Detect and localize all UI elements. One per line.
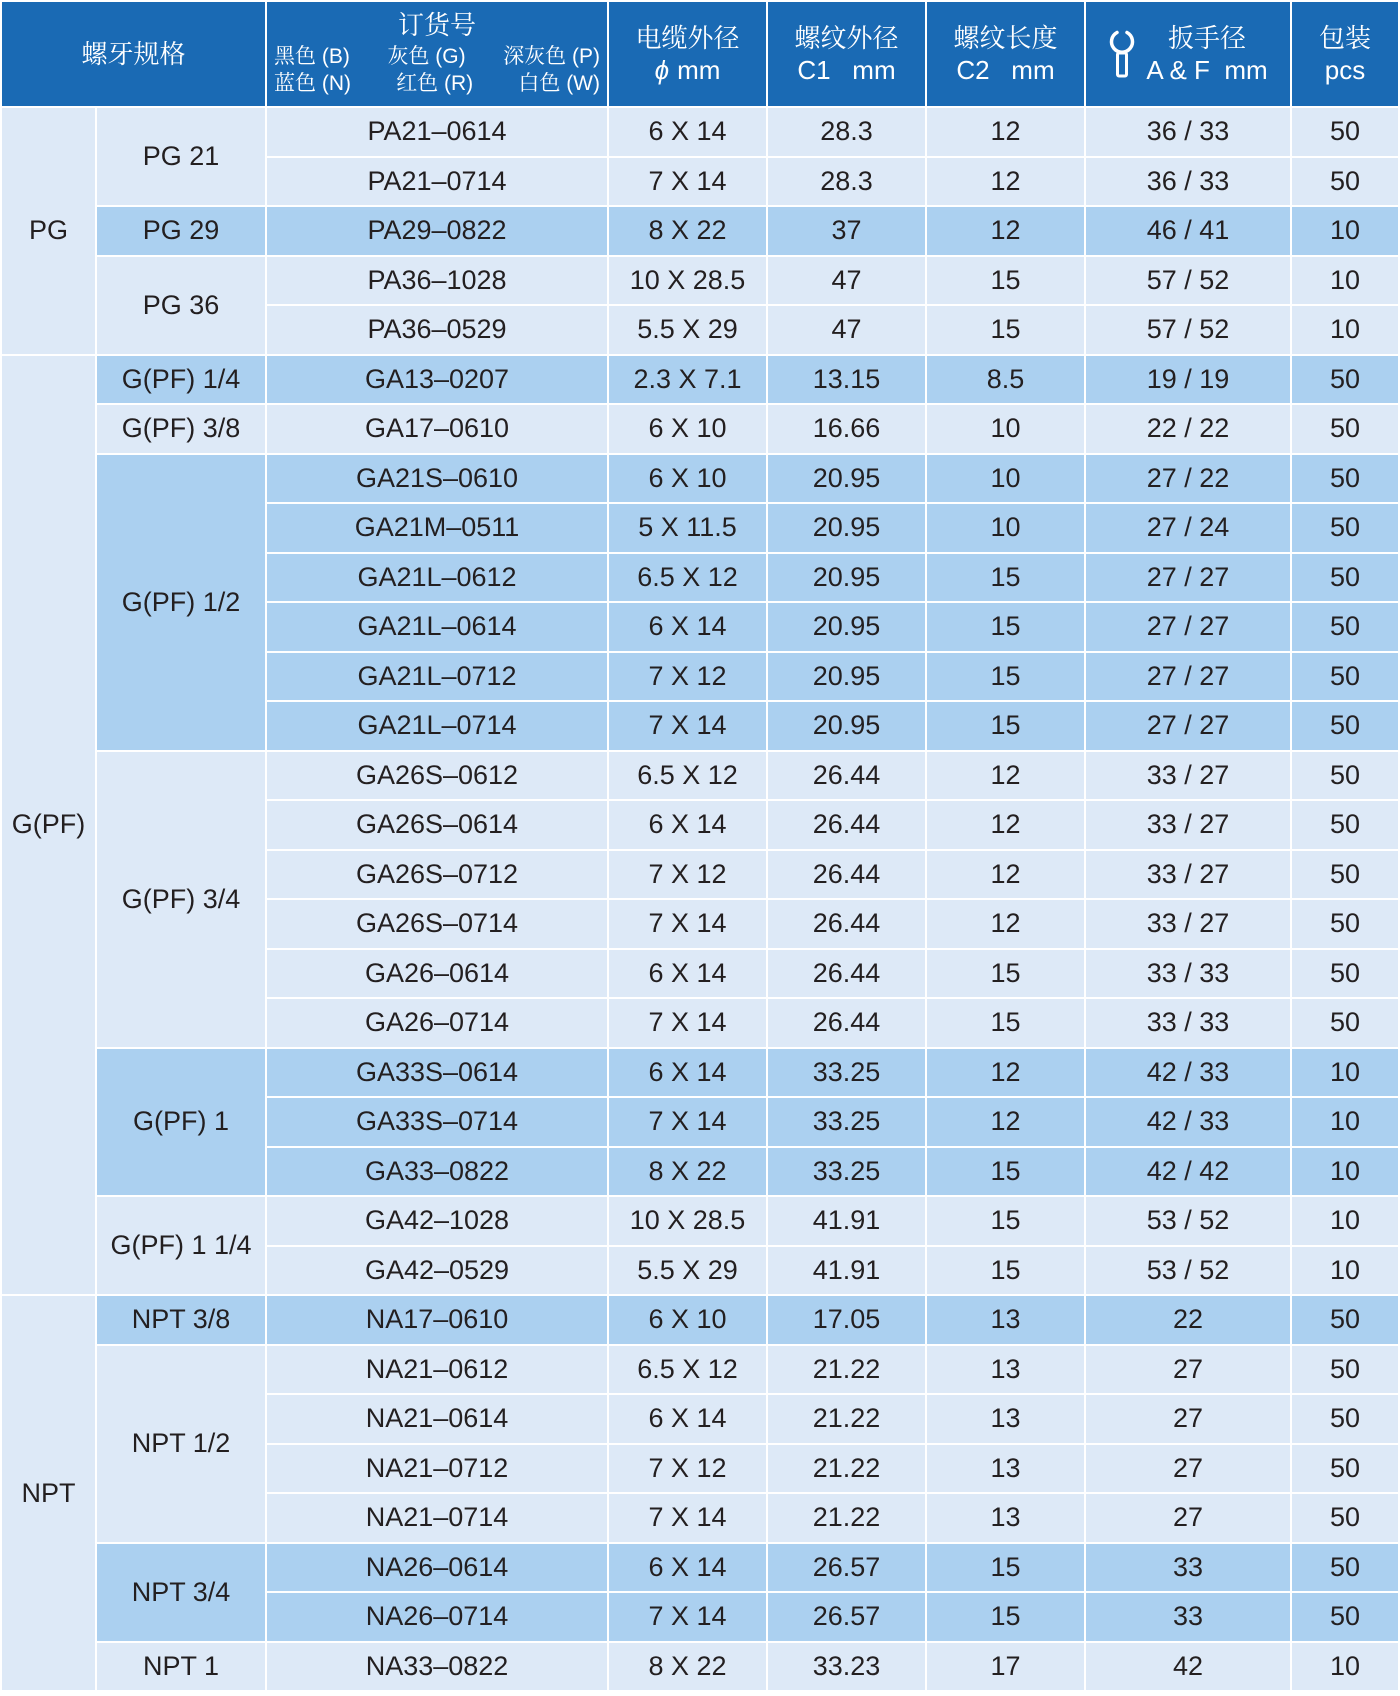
order-no-cell: PA21–0714 bbox=[267, 158, 607, 206]
wrench-size-cell: 27 / 27 bbox=[1086, 653, 1290, 701]
table-row bbox=[2, 752, 1398, 800]
thread-length-cell: 15 bbox=[927, 603, 1084, 651]
cable-od-cell: 2.3 X 7.1 bbox=[609, 356, 766, 404]
thread-size-cell: NPT 3/8 bbox=[97, 1296, 265, 1344]
thread-od-cell: 20.95 bbox=[768, 702, 925, 750]
packing-cell: 50 bbox=[1292, 851, 1398, 899]
thread-od-cell: 17.05 bbox=[768, 1296, 925, 1344]
table-row bbox=[2, 1049, 1398, 1097]
cable-od-cell: 10 X 28.5 bbox=[609, 257, 766, 305]
thread-size-cell: G(PF) 1/4 bbox=[97, 356, 265, 404]
packing-cell: 50 bbox=[1292, 356, 1398, 404]
thread-od-cell: 41.91 bbox=[768, 1197, 925, 1245]
packing-cell: 10 bbox=[1292, 1049, 1398, 1097]
wrench-size-cell: 22 bbox=[1086, 1296, 1290, 1344]
cable-od-cell: 8 X 22 bbox=[609, 1643, 766, 1691]
diameter-symbol: ϕ bbox=[654, 55, 670, 85]
cable-od-cell: 6 X 14 bbox=[609, 950, 766, 998]
thread-od-cell: 26.44 bbox=[768, 752, 925, 800]
order-no-cell: NA21–0614 bbox=[267, 1395, 607, 1443]
thread-length-cell: 15 bbox=[927, 1197, 1084, 1245]
wrench-size-cell: 27 bbox=[1086, 1494, 1290, 1542]
thread-length-cell: 13 bbox=[927, 1445, 1084, 1493]
thread-length-cell: 12 bbox=[927, 900, 1084, 948]
order-no-cell: NA21–0612 bbox=[267, 1346, 607, 1394]
wrench-size-cell: 27 / 22 bbox=[1086, 455, 1290, 503]
color-code: 灰色 (G) bbox=[387, 44, 466, 68]
order-no-cell: NA26–0714 bbox=[267, 1593, 607, 1641]
packing-cell: 50 bbox=[1292, 1346, 1398, 1394]
color-codes-line-2 bbox=[267, 70, 607, 97]
wrench-size-cell: 27 / 27 bbox=[1086, 554, 1290, 602]
packing-cell: 50 bbox=[1292, 504, 1398, 552]
cable-od-cell: 6 X 14 bbox=[609, 1544, 766, 1592]
cable-od-cell: 6 X 14 bbox=[609, 801, 766, 849]
order-no-cell: PA36–0529 bbox=[267, 306, 607, 354]
thread-od-cell: 16.66 bbox=[768, 405, 925, 453]
thread-od-cell: 26.57 bbox=[768, 1544, 925, 1592]
thread-length-cell: 15 bbox=[927, 1593, 1084, 1641]
thread-length-cell: 15 bbox=[927, 554, 1084, 602]
wrench-size-cell: 27 bbox=[1086, 1346, 1290, 1394]
order-no-cell: GA26S–0612 bbox=[267, 752, 607, 800]
thread-od-cell: 20.95 bbox=[768, 653, 925, 701]
cable-od-cell: 7 X 14 bbox=[609, 158, 766, 206]
cable-od-unit-line bbox=[609, 54, 766, 87]
thread-od-cell: 33.25 bbox=[768, 1098, 925, 1146]
thread-size-cell: G(PF) 3/8 bbox=[97, 405, 265, 453]
order-no-cell: GA33–0822 bbox=[267, 1148, 607, 1196]
thread-od-cell: 28.3 bbox=[768, 158, 925, 206]
color-code: 深灰色 (P) bbox=[503, 44, 601, 68]
cable-od-cell: 6 X 14 bbox=[609, 1395, 766, 1443]
packing-cell: 50 bbox=[1292, 752, 1398, 800]
cable-od-cell: 7 X 12 bbox=[609, 653, 766, 701]
wrench-size-cell: 42 / 33 bbox=[1086, 1098, 1290, 1146]
packing-cell: 50 bbox=[1292, 1494, 1398, 1542]
thread-od-cell: 41.91 bbox=[768, 1247, 925, 1295]
packing-cell: 10 bbox=[1292, 1098, 1398, 1146]
packing-cell: 50 bbox=[1292, 603, 1398, 651]
thread-od-cell: 20.95 bbox=[768, 603, 925, 651]
thread-length-unit: C2 mm bbox=[956, 55, 1055, 85]
wrench-size-cell: 46 / 41 bbox=[1086, 207, 1290, 255]
table-body bbox=[2, 108, 1398, 1690]
cable-od-cell: 8 X 22 bbox=[609, 207, 766, 255]
wrench-size-cell: 33 / 27 bbox=[1086, 801, 1290, 849]
order-no-cell: GA33S–0614 bbox=[267, 1049, 607, 1097]
header-wrench-size bbox=[1086, 2, 1290, 106]
thread-type-cell: PG bbox=[2, 108, 95, 354]
thread-length-cell: 13 bbox=[927, 1346, 1084, 1394]
table-row bbox=[2, 405, 1398, 453]
wrench-size-cell: 33 / 33 bbox=[1086, 999, 1290, 1047]
cable-od-cell: 7 X 14 bbox=[609, 702, 766, 750]
order-no-cell: GA42–1028 bbox=[267, 1197, 607, 1245]
thread-od-cell: 26.57 bbox=[768, 1593, 925, 1641]
thread-length-cell: 15 bbox=[927, 950, 1084, 998]
thread-length-cell: 12 bbox=[927, 1098, 1084, 1146]
wrench-size-cell: 33 bbox=[1086, 1544, 1290, 1592]
thread-od-cell: 26.44 bbox=[768, 801, 925, 849]
wrench-size-cell: 22 / 22 bbox=[1086, 405, 1290, 453]
packing-cell: 50 bbox=[1292, 999, 1398, 1047]
thread-od-cell: 33.25 bbox=[768, 1049, 925, 1097]
wrench-size-cell: 42 bbox=[1086, 1643, 1290, 1691]
cable-od-cell: 7 X 14 bbox=[609, 1593, 766, 1641]
thread-length-cell: 10 bbox=[927, 504, 1084, 552]
packing-cell: 50 bbox=[1292, 1445, 1398, 1493]
table-row bbox=[2, 1643, 1398, 1691]
thread-length-cell: 10 bbox=[927, 455, 1084, 503]
thread-od-cell: 37 bbox=[768, 207, 925, 255]
cable-od-cell: 6 X 14 bbox=[609, 108, 766, 156]
thread-od-cell: 26.44 bbox=[768, 950, 925, 998]
packing-cell: 50 bbox=[1292, 158, 1398, 206]
thread-type-cell: G(PF) bbox=[2, 356, 95, 1295]
cable-od-cell: 6.5 X 12 bbox=[609, 752, 766, 800]
thread-od-cell: 20.95 bbox=[768, 455, 925, 503]
wrench-size-cell: 42 / 33 bbox=[1086, 1049, 1290, 1097]
thread-length-cell: 13 bbox=[927, 1494, 1084, 1542]
wrench-size-label: 扳手径 bbox=[1168, 22, 1247, 53]
order-no-cell: NA21–0714 bbox=[267, 1494, 607, 1542]
thread-length-cell: 12 bbox=[927, 1049, 1084, 1097]
thread-size-cell: G(PF) 1 1/4 bbox=[97, 1197, 265, 1294]
order-no-cell: GA13–0207 bbox=[267, 356, 607, 404]
order-no-cell: PA29–0822 bbox=[267, 207, 607, 255]
thread-length-cell: 15 bbox=[927, 1544, 1084, 1592]
packing-cell: 50 bbox=[1292, 702, 1398, 750]
thread-od-cell: 21.22 bbox=[768, 1494, 925, 1542]
thread-od-cell: 28.3 bbox=[768, 108, 925, 156]
order-no-cell: GA21M–0511 bbox=[267, 504, 607, 552]
wrench-size-cell: 19 / 19 bbox=[1086, 356, 1290, 404]
cable-od-cell: 5.5 X 29 bbox=[609, 306, 766, 354]
thread-od-cell: 33.25 bbox=[768, 1148, 925, 1196]
cable-od-cell: 10 X 28.5 bbox=[609, 1197, 766, 1245]
thread-od-label: 螺纹外径 bbox=[794, 22, 899, 53]
thread-length-cell: 12 bbox=[927, 801, 1084, 849]
wrench-size-cell: 27 / 24 bbox=[1086, 504, 1290, 552]
header-row bbox=[2, 2, 1398, 106]
header-thread-spec bbox=[2, 2, 265, 106]
packing-cell: 10 bbox=[1292, 306, 1398, 354]
thread-size-cell: G(PF) 3/4 bbox=[97, 752, 265, 1047]
packing-cell: 50 bbox=[1292, 900, 1398, 948]
packing-cell: 50 bbox=[1292, 801, 1398, 849]
order-no-cell: GA21L–0712 bbox=[267, 653, 607, 701]
cable-od-cell: 7 X 14 bbox=[609, 1494, 766, 1542]
order-no-cell: GA42–0529 bbox=[267, 1247, 607, 1295]
thread-length-cell: 10 bbox=[927, 405, 1084, 453]
thread-length-cell: 15 bbox=[927, 257, 1084, 305]
packing-cell: 10 bbox=[1292, 1643, 1398, 1691]
thread-length-cell: 15 bbox=[927, 653, 1084, 701]
header-packing bbox=[1292, 2, 1398, 106]
packing-cell: 50 bbox=[1292, 455, 1398, 503]
wrench-size-cell: 36 / 33 bbox=[1086, 108, 1290, 156]
header-thread-od bbox=[768, 2, 925, 106]
order-no-cell: GA26S–0714 bbox=[267, 900, 607, 948]
thread-length-cell: 13 bbox=[927, 1296, 1084, 1344]
thread-od-cell: 20.95 bbox=[768, 554, 925, 602]
wrench-size-cell: 57 / 52 bbox=[1086, 257, 1290, 305]
color-code: 黑色 (B) bbox=[274, 44, 350, 68]
order-no-cell: GA21L–0714 bbox=[267, 702, 607, 750]
packing-label: 包装 bbox=[1319, 22, 1372, 53]
thread-size-cell: PG 36 bbox=[97, 257, 265, 354]
thread-od-cell: 13.15 bbox=[768, 356, 925, 404]
cable-od-cell: 6 X 10 bbox=[609, 455, 766, 503]
thread-length-cell: 12 bbox=[927, 207, 1084, 255]
table-row bbox=[2, 1346, 1398, 1394]
wrench-size-cell: 27 / 27 bbox=[1086, 603, 1290, 651]
wrench-size-cell: 53 / 52 bbox=[1086, 1247, 1290, 1295]
cable-od-cell: 8 X 22 bbox=[609, 1148, 766, 1196]
wrench-size-cell: 57 / 52 bbox=[1086, 306, 1290, 354]
thread-spec-label: 螺牙规格 bbox=[81, 38, 186, 69]
table-row bbox=[2, 207, 1398, 255]
packing-cell: 10 bbox=[1292, 1148, 1398, 1196]
thread-length-cell: 15 bbox=[927, 1247, 1084, 1295]
cable-od-cell: 6 X 14 bbox=[609, 603, 766, 651]
color-code: 蓝色 (N) bbox=[274, 71, 352, 95]
cable-od-label: 电缆外径 bbox=[635, 22, 740, 53]
packing-cell: 50 bbox=[1292, 108, 1398, 156]
wrench-size-cell: 53 / 52 bbox=[1086, 1197, 1290, 1245]
thread-od-cell: 26.44 bbox=[768, 900, 925, 948]
wrench-icon bbox=[1108, 30, 1136, 78]
table-row bbox=[2, 1544, 1398, 1592]
table-row bbox=[2, 257, 1398, 305]
thread-od-cell: 21.22 bbox=[768, 1445, 925, 1493]
thread-od-cell: 47 bbox=[768, 257, 925, 305]
order-no-cell: GA26–0714 bbox=[267, 999, 607, 1047]
order-no-cell: NA33–0822 bbox=[267, 1643, 607, 1691]
thread-size-cell: NPT 1/2 bbox=[97, 1346, 265, 1542]
packing-cell: 50 bbox=[1292, 1395, 1398, 1443]
cable-od-cell: 7 X 14 bbox=[609, 999, 766, 1047]
wrench-size-cell: 33 / 27 bbox=[1086, 752, 1290, 800]
table-row bbox=[2, 1296, 1398, 1344]
thread-length-cell: 12 bbox=[927, 158, 1084, 206]
packing-cell: 50 bbox=[1292, 1296, 1398, 1344]
packing-unit: pcs bbox=[1324, 55, 1366, 85]
order-no-cell: PA21–0614 bbox=[267, 108, 607, 156]
thread-size-cell: NPT 3/4 bbox=[97, 1544, 265, 1641]
order-no-cell: GA26–0614 bbox=[267, 950, 607, 998]
cable-od-cell: 7 X 12 bbox=[609, 1445, 766, 1493]
table-row bbox=[2, 1197, 1398, 1245]
order-no-cell: GA33S–0714 bbox=[267, 1098, 607, 1146]
cable-od-cell: 6 X 10 bbox=[609, 1296, 766, 1344]
thread-length-cell: 8.5 bbox=[927, 356, 1084, 404]
packing-cell: 50 bbox=[1292, 1593, 1398, 1641]
wrench-size-cell: 33 / 33 bbox=[1086, 950, 1290, 998]
cable-od-cell: 7 X 14 bbox=[609, 1098, 766, 1146]
packing-cell: 50 bbox=[1292, 653, 1398, 701]
packing-cell: 50 bbox=[1292, 554, 1398, 602]
thread-length-cell: 15 bbox=[927, 999, 1084, 1047]
thread-size-cell: PG 29 bbox=[97, 207, 265, 255]
cable-od-cell: 6.5 X 12 bbox=[609, 554, 766, 602]
thread-size-cell: G(PF) 1/2 bbox=[97, 455, 265, 750]
thread-length-cell: 15 bbox=[927, 702, 1084, 750]
order-no-cell: GA21L–0612 bbox=[267, 554, 607, 602]
thread-type-cell: NPT bbox=[2, 1296, 95, 1690]
packing-cell: 50 bbox=[1292, 950, 1398, 998]
thread-od-unit: C1 mm bbox=[797, 55, 896, 85]
color-code: 红色 (R) bbox=[396, 71, 474, 95]
wrench-size-cell: 33 / 27 bbox=[1086, 851, 1290, 899]
thread-length-cell: 13 bbox=[927, 1395, 1084, 1443]
thread-od-cell: 47 bbox=[768, 306, 925, 354]
cable-od-cell: 6.5 X 12 bbox=[609, 1346, 766, 1394]
table-row bbox=[2, 108, 1398, 156]
thread-length-cell: 17 bbox=[927, 1643, 1084, 1691]
packing-cell: 10 bbox=[1292, 207, 1398, 255]
wrench-size-cell: 33 / 27 bbox=[1086, 900, 1290, 948]
thread-length-cell: 12 bbox=[927, 851, 1084, 899]
order-no-cell: GA21L–0614 bbox=[267, 603, 607, 651]
cable-od-cell: 5 X 11.5 bbox=[609, 504, 766, 552]
wrench-size-header-content bbox=[1086, 22, 1290, 87]
thread-length-cell: 15 bbox=[927, 306, 1084, 354]
header-cable-od bbox=[609, 2, 766, 106]
order-no-cell: GA26S–0614 bbox=[267, 801, 607, 849]
wrench-size-cell: 27 bbox=[1086, 1445, 1290, 1493]
thread-size-cell: G(PF) 1 bbox=[97, 1049, 265, 1196]
cable-od-cell: 7 X 12 bbox=[609, 851, 766, 899]
thread-od-cell: 33.23 bbox=[768, 1643, 925, 1691]
table-row bbox=[2, 356, 1398, 404]
order-no-title: 订货号 bbox=[398, 9, 477, 40]
thread-od-cell: 26.44 bbox=[768, 851, 925, 899]
header-thread-length bbox=[927, 2, 1084, 106]
cable-od-unit: mm bbox=[677, 55, 721, 85]
packing-cell: 50 bbox=[1292, 405, 1398, 453]
order-no-cell: NA17–0610 bbox=[267, 1296, 607, 1344]
packing-cell: 10 bbox=[1292, 257, 1398, 305]
thread-od-cell: 26.44 bbox=[768, 999, 925, 1047]
packing-cell: 50 bbox=[1292, 1544, 1398, 1592]
cable-od-cell: 6 X 14 bbox=[609, 1049, 766, 1097]
wrench-size-cell: 42 / 42 bbox=[1086, 1148, 1290, 1196]
thread-length-cell: 12 bbox=[927, 108, 1084, 156]
thread-od-cell: 20.95 bbox=[768, 504, 925, 552]
packing-cell: 10 bbox=[1292, 1197, 1398, 1245]
thread-od-cell: 21.22 bbox=[768, 1346, 925, 1394]
color-codes-line-1 bbox=[267, 43, 607, 70]
thread-length-label: 螺纹长度 bbox=[953, 22, 1058, 53]
color-code: 白色 (W) bbox=[518, 71, 601, 95]
thread-od-cell: 21.22 bbox=[768, 1395, 925, 1443]
header-order-no bbox=[267, 2, 607, 106]
thread-length-cell: 12 bbox=[927, 752, 1084, 800]
order-no-cell: NA21–0712 bbox=[267, 1445, 607, 1493]
table-row bbox=[2, 455, 1398, 503]
thread-length-cell: 15 bbox=[927, 1148, 1084, 1196]
wrench-size-cell: 36 / 33 bbox=[1086, 158, 1290, 206]
cable-od-cell: 7 X 14 bbox=[609, 900, 766, 948]
cable-od-cell: 6 X 10 bbox=[609, 405, 766, 453]
order-no-cell: GA21S–0610 bbox=[267, 455, 607, 503]
wrench-size-cell: 27 bbox=[1086, 1395, 1290, 1443]
packing-cell: 10 bbox=[1292, 1247, 1398, 1295]
wrench-size-cell: 33 bbox=[1086, 1593, 1290, 1641]
wrench-size-cell: 27 / 27 bbox=[1086, 702, 1290, 750]
table-header bbox=[2, 2, 1398, 106]
thread-size-cell: PG 21 bbox=[97, 108, 265, 205]
thread-size-cell: NPT 1 bbox=[97, 1643, 265, 1691]
wrench-size-text bbox=[1146, 22, 1267, 87]
order-no-cell: GA17–0610 bbox=[267, 405, 607, 453]
order-no-cell: NA26–0614 bbox=[267, 1544, 607, 1592]
order-no-cell: PA36–1028 bbox=[267, 257, 607, 305]
cable-od-cell: 5.5 X 29 bbox=[609, 1247, 766, 1295]
order-no-cell: GA26S–0712 bbox=[267, 851, 607, 899]
wrench-size-unit: A & F mm bbox=[1146, 55, 1268, 85]
